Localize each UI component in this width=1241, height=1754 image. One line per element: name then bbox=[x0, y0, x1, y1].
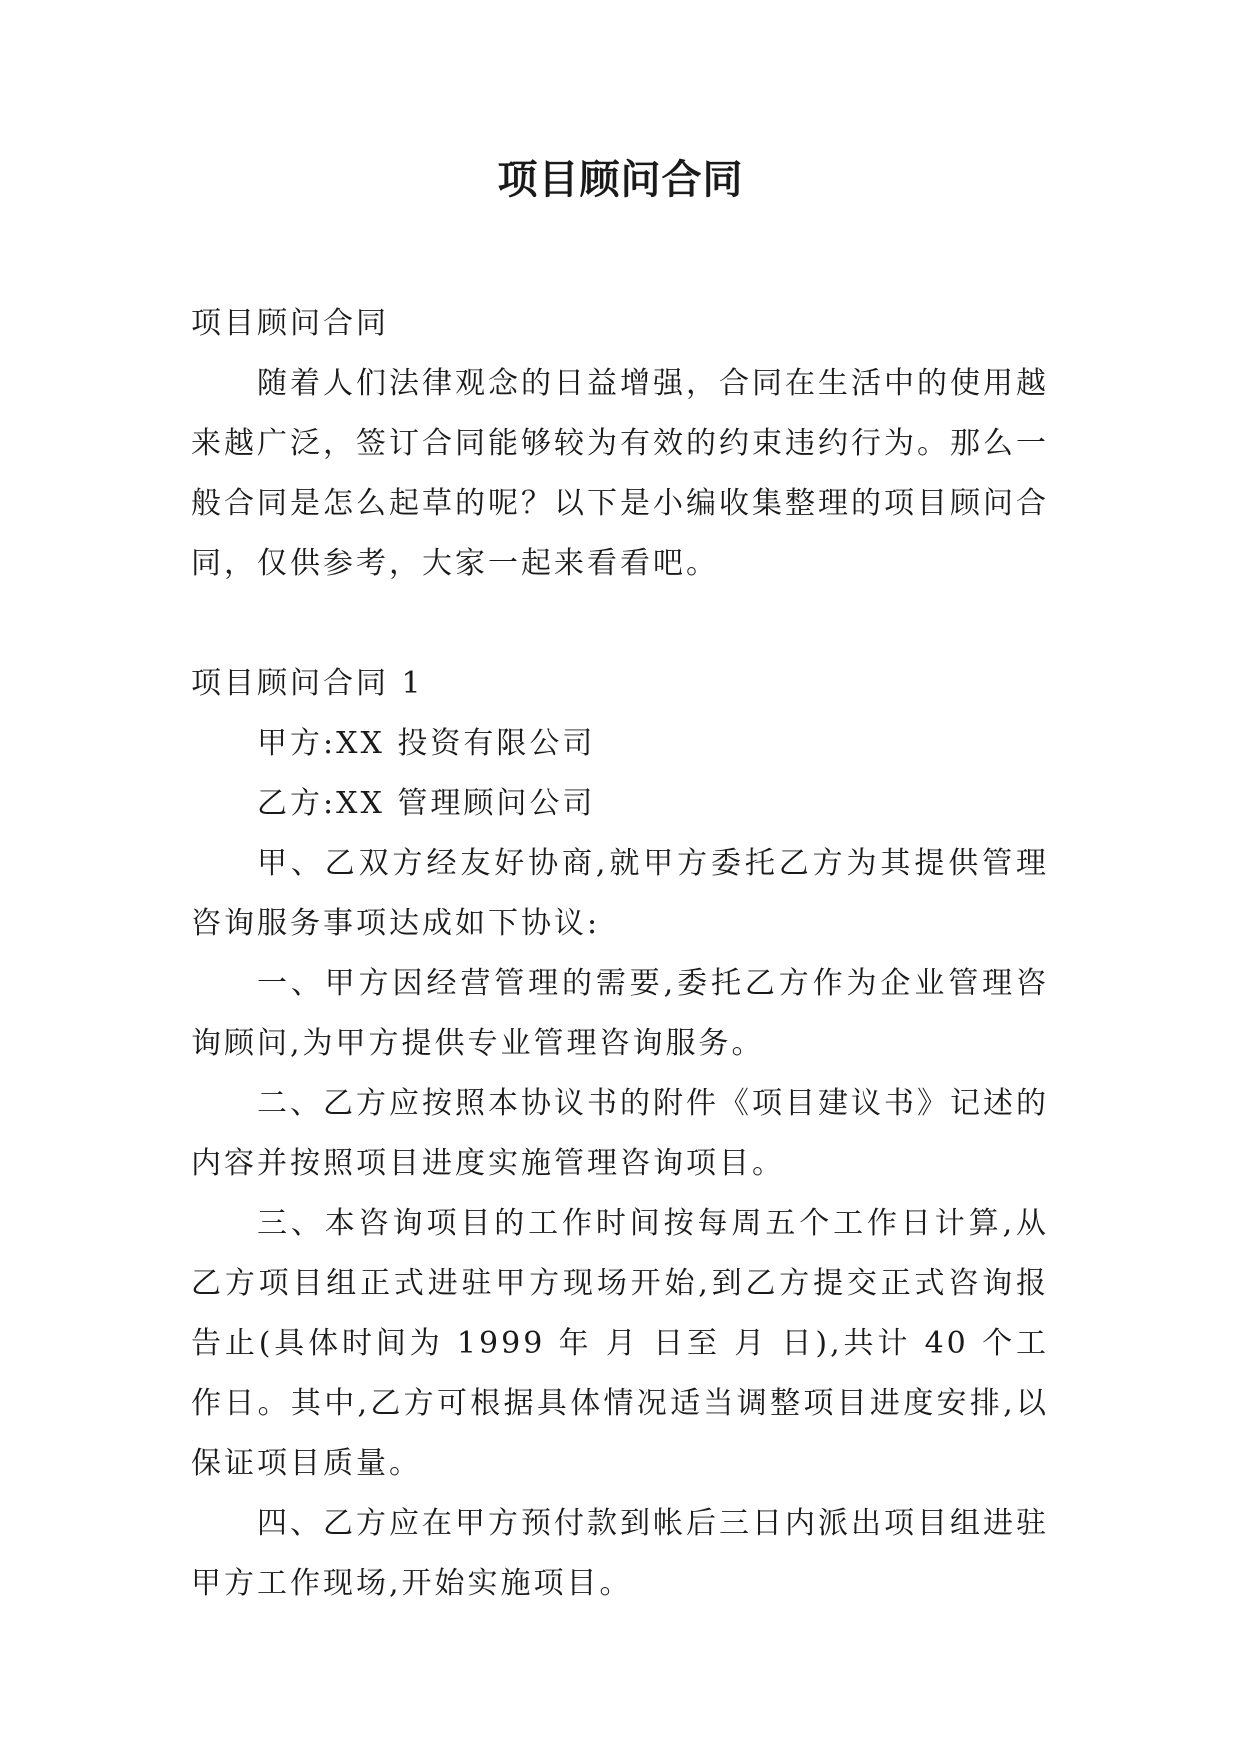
document-body bbox=[191, 294, 1049, 1614]
section-spacer bbox=[191, 594, 1049, 654]
clause-4: 四、乙方应在甲方预付款到帐后三日内派出项目组进驻甲方工作现场,开始实施项目。 bbox=[191, 1506, 1049, 1601]
document-title: 项目顾问合同 bbox=[497, 157, 744, 203]
section-heading: 项目顾问合同 1 bbox=[191, 666, 424, 701]
clause-3: 三、本咨询项目的工作时间按每周五个工作日计算,从乙方项目组正式进驻甲方现场开始,到乙方提交正式咨询报告止(具体时间为 1999 年 月 日至 月 日),共计 40 个工作日。其中,乙方可根据具体情况适当调整项目进度安排,以保证项目质量。 bbox=[191, 1206, 1049, 1481]
preamble-paragraph: 甲、乙双方经友好协商,就甲方委托乙方为其提供管理咨询服务事项达成如下协议: bbox=[191, 846, 1049, 941]
intro-heading: 项目顾问合同 bbox=[191, 306, 389, 341]
intro-paragraph: 随着人们法律观念的日益增强，合同在生活中的使用越来越广泛，签订合同能够较为有效的约束违约行为。那么一般合同是怎么起草的呢？以下是小编收集整理的项目顾问合同，仅供参考，大家一起来看看吧。 bbox=[191, 366, 1049, 581]
clause-2: 二、乙方应按照本协议书的附件《项目建议书》记述的内容并按照项目进度实施管理咨询项目。 bbox=[191, 1086, 1049, 1181]
clause-1: 一、甲方因经营管理的需要,委托乙方作为企业管理咨询顾问,为甲方提供专业管理咨询服务。 bbox=[191, 966, 1049, 1061]
party-a-line: 甲方:XX 投资有限公司 bbox=[257, 726, 596, 761]
party-b-line: 乙方:XX 管理顾问公司 bbox=[257, 786, 596, 821]
